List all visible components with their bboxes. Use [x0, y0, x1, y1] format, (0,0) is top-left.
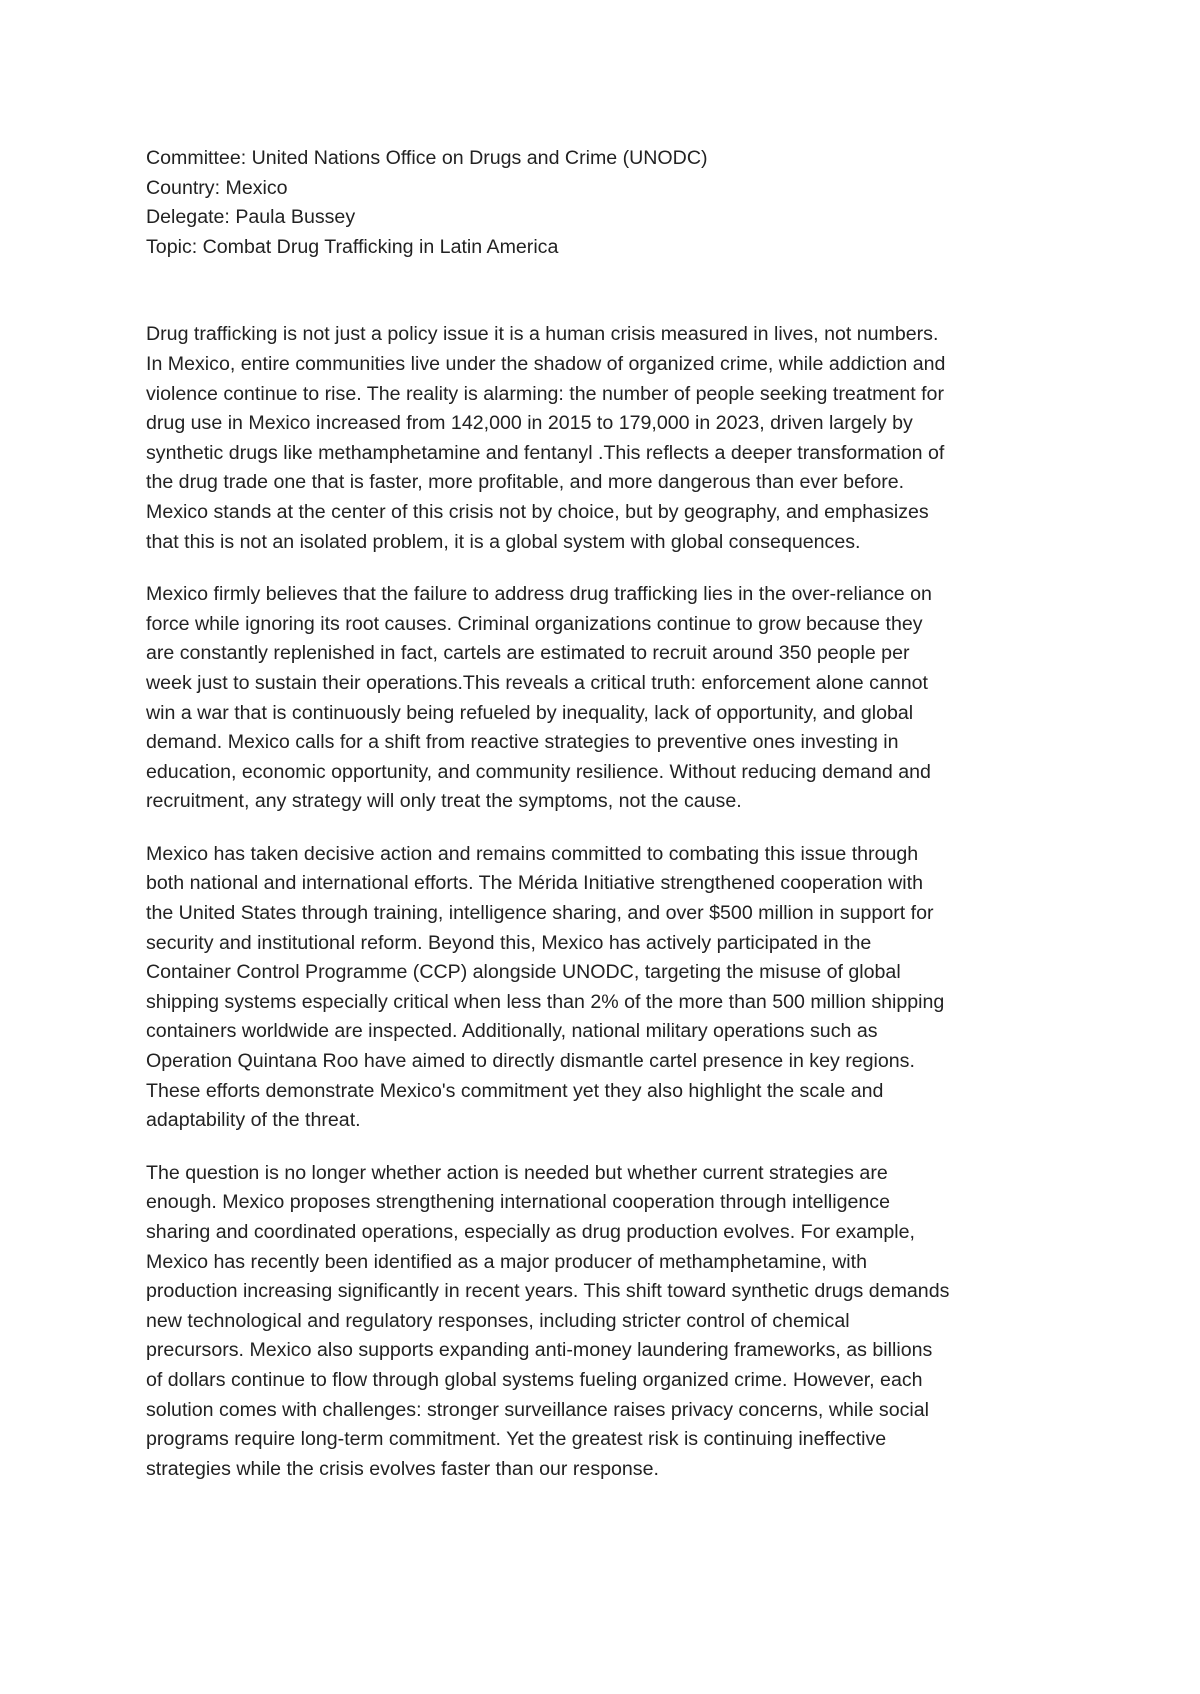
paragraph-line: win a war that is continuously being refueled by inequality, lack of opportunity, and global	[146, 701, 914, 724]
paragraph-line: demand. Mexico calls for a shift from reactive strategies to preventive ones investing in	[146, 731, 899, 754]
paragraph-line: Mexico has recently been identified as a major producer of methamphetamine, with	[146, 1250, 867, 1273]
paragraph-line: These efforts demonstrate Mexico's commitment yet they also highlight the scale and	[146, 1079, 884, 1102]
paragraph-line: Mexico has taken decisive action and remains committed to combating this issue through	[146, 842, 919, 865]
topic-line: Topic: Combat Drug Trafficking in Latin America	[146, 235, 559, 258]
paragraph-line: The question is no longer whether action is needed but whether current strategies are	[146, 1161, 888, 1184]
document-header	[146, 144, 1066, 262]
paragraph-line: shipping systems especially critical when less than 2% of the more than 500 million shipping	[146, 990, 945, 1013]
paragraph-line: enough. Mexico proposes strengthening international cooperation through intelligence	[146, 1191, 890, 1214]
paragraph-line: week just to sustain their operations.This reveals a critical truth: enforcement alone cannot	[146, 671, 928, 694]
paragraph-line: production increasing significantly in recent years. This shift toward synthetic drugs demands	[146, 1280, 950, 1303]
paragraph-line: precursors. Mexico also supports expanding anti-money laundering frameworks, as billions	[146, 1339, 933, 1362]
paragraph-line: both national and international efforts. The Mérida Initiative strengthened cooperation with	[146, 872, 923, 895]
paragraph-line: Container Control Programme (CCP) alongside UNODC, targeting the misuse of global	[146, 961, 901, 984]
paragraph-line: the United States through training, intelligence sharing, and over $500 million in support for	[146, 902, 934, 925]
document-content	[146, 144, 1066, 1507]
paragraph-line: strategies while the crisis evolves faster than our response.	[146, 1457, 659, 1480]
paragraph-line: the drug trade one that is faster, more profitable, and more dangerous than ever before.	[146, 471, 905, 494]
body-paragraph	[146, 840, 1066, 1136]
paragraph-line: In Mexico, entire communities live under the shadow of organized crime, while addiction and	[146, 352, 946, 375]
committee-line: Committee: United Nations Office on Drugs and Crime (UNODC)	[146, 147, 708, 169]
document-body	[146, 320, 1066, 1484]
body-paragraph	[146, 1159, 1066, 1485]
paragraph-line: Drug trafficking is not just a policy issue it is a human crisis measured in lives, not numbers.	[146, 323, 939, 346]
paragraph-line: that this is not an isolated problem, it is a global system with global consequences.	[146, 530, 861, 553]
body-paragraph	[146, 580, 1066, 817]
paragraph-line: adaptability of the threat.	[146, 1109, 361, 1132]
paragraph-line: Operation Quintana Roo have aimed to directly dismantle cartel presence in key regions.	[146, 1050, 915, 1073]
paragraph-line: synthetic drugs like methamphetamine and fentanyl .This reflects a deeper transformation of	[146, 441, 945, 464]
paragraph-line: new technological and regulatory responses, including stricter control of chemical	[146, 1309, 850, 1332]
paragraph-line: solution comes with challenges: stronger surveillance raises privacy concerns, while social	[146, 1398, 930, 1421]
country-line: Country: Mexico	[146, 176, 288, 199]
paragraph-line: security and institutional reform. Beyond this, Mexico has actively participated in the	[146, 931, 872, 954]
body-paragraph	[146, 320, 1066, 557]
paragraph-line: drug use in Mexico increased from 142,000 in 2015 to 179,000 in 2023, driven largely by	[146, 412, 913, 435]
paragraph-line: violence continue to rise. The reality is alarming: the number of people seeking treatment for	[146, 382, 944, 405]
paragraph-line: sharing and coordinated operations, especially as drug production evolves. For example,	[146, 1221, 915, 1243]
paragraph-line: programs require long-term commitment. Yet the greatest risk is continuing ineffective	[146, 1428, 887, 1451]
paragraph-line: Mexico firmly believes that the failure to address drug trafficking lies in the over-reliance on	[146, 583, 932, 606]
paragraph-line: are constantly replenished in fact, cartels are estimated to recruit around 350 people per	[146, 642, 910, 665]
delegate-line: Delegate: Paula Bussey	[146, 206, 356, 229]
paragraph-line: Mexico stands at the center of this crisis not by choice, but by geography, and emphasizes	[146, 500, 929, 523]
paragraph-line: force while ignoring its root causes. Criminal organizations continue to grow because they	[146, 612, 923, 635]
paragraph-line: recruitment, any strategy will only treat the symptoms, not the cause.	[146, 790, 742, 813]
paragraph-line: of dollars continue to flow through global systems fueling organized crime. However, each	[146, 1368, 923, 1391]
paragraph-line: education, economic opportunity, and community resilience. Without reducing demand and	[146, 760, 931, 783]
paragraph-line: containers worldwide are inspected. Additionally, national military operations such as	[146, 1020, 878, 1043]
